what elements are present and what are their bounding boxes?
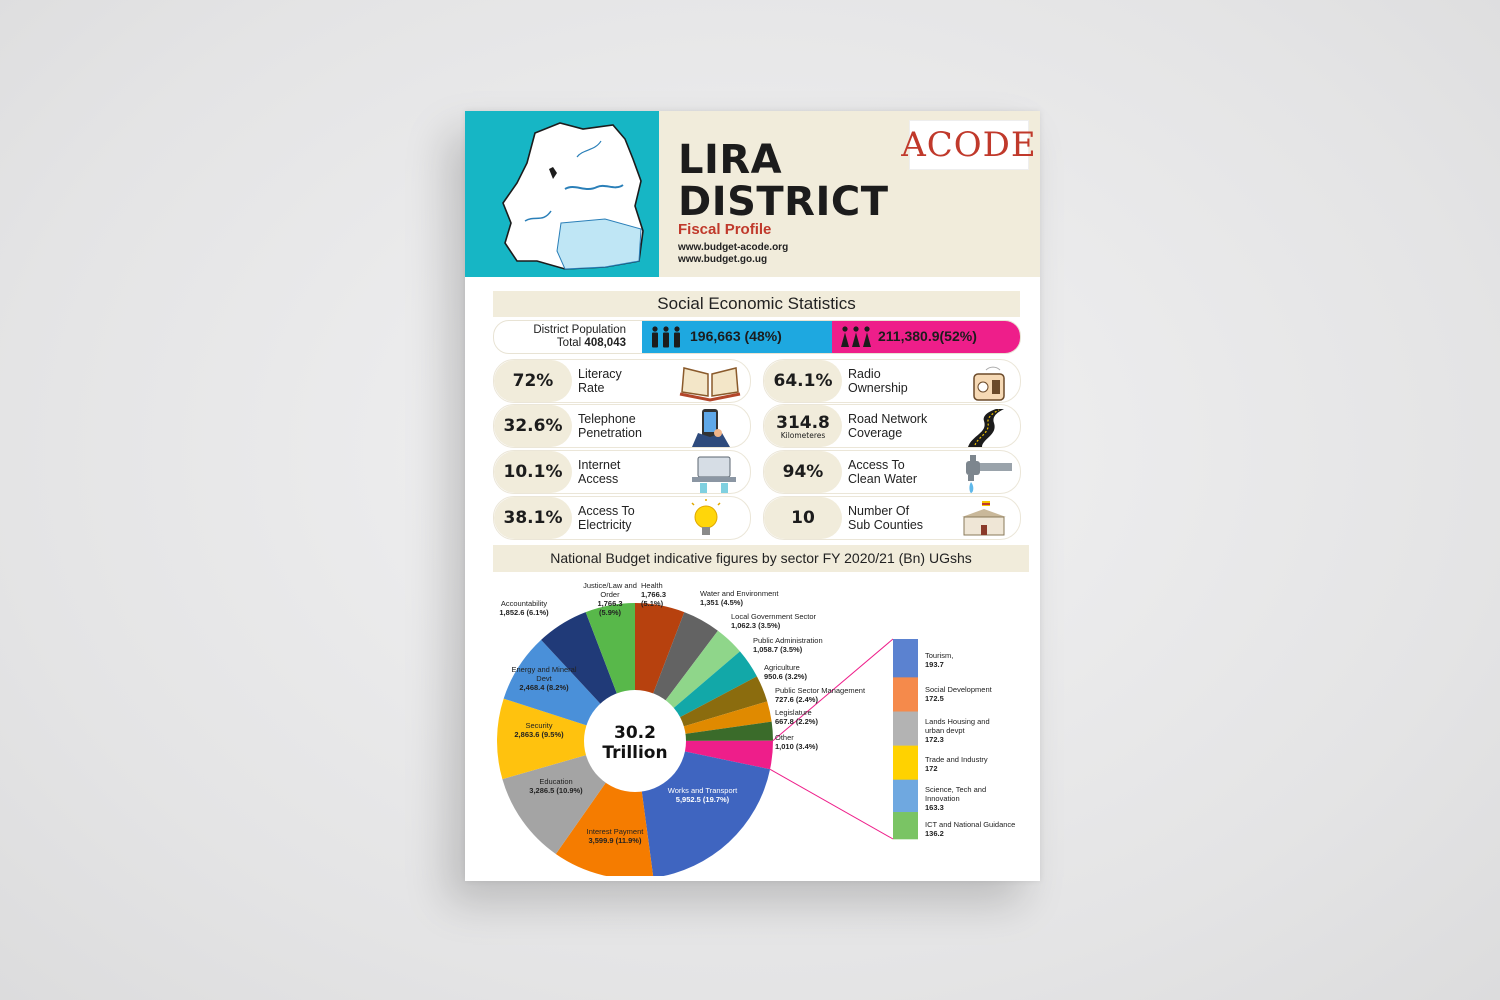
building-icon [948,499,1012,539]
website-link-2[interactable]: www.budget.go.ug [678,254,768,265]
uganda-map-panel [465,111,659,277]
pie-center-value: 30.2 [614,723,656,743]
road-icon [948,407,1012,447]
label-education: Education 3,286.5 (10.9%) [529,777,583,795]
stat-value: 38.1% [494,497,572,539]
title-line-1: LIRA [678,137,783,183]
label-agriculture: Agriculture 950.6 (3.2%) [764,663,807,681]
label-legislature: Legislature 667.8 (2.2%) [775,708,818,726]
label-accountability: Accountability 1,852.6 (6.1%) [499,599,549,617]
stat-label: Road Network Coverage [848,412,928,440]
acode-logo [901,120,1037,170]
label-security: Security 2,863.6 (9.5%) [514,721,564,739]
stat-value: 10 [764,497,842,539]
label-water: Water and Environment 1,351 (4.5%) [700,589,779,607]
stat-label: Access To Electricity [578,504,635,532]
population-total-label: Total [556,337,582,349]
header-panel [659,111,1040,277]
population-label [506,324,626,350]
label-public-admin: Public Administration 1,058.7 (3.5%) [753,636,823,654]
laptop-icon [678,453,742,493]
population-row [493,320,1021,354]
stat-label: Number Of Sub Counties [848,504,924,532]
breakdown-label-science: Science, Tech and Innovation 163.3 [925,785,987,812]
stat-label: Access To Clean Water [848,458,918,486]
stat-label: Radio Ownership [848,367,908,395]
stat-label: Internet Access [578,458,621,486]
stat-subcounties [763,496,1021,540]
stat-value: 10.1% [494,451,572,493]
book-icon [678,362,742,402]
breakdown-bar-ict-and-national-guidance [893,812,918,839]
stat-water [763,450,1021,494]
label-interest: Interest Payment 3,599.9 (11.9%) [586,827,644,845]
breakdown-bar-science-tech-and-innovation [893,780,918,813]
label-health: Health 1,766.3 (5.1%) [641,581,667,608]
breakdown-bar-trade-and-industry [893,746,918,780]
stat-radio [763,359,1021,403]
female-people-icon [840,326,874,348]
uganda-map-icon [465,111,659,277]
breakdown-label-lands: Lands Housing and urban devpt 172.3 [925,717,990,744]
breakdown-bar-lands-housing-and-urban-devpt [893,712,918,746]
population-total: 408,043 [584,337,626,349]
website-link-1[interactable]: www.budget-acode.org [678,242,789,253]
stat-label: Telephone Penetration [578,412,642,440]
label-justice: Justice/Law and Order 1,766.3 (5.9%) [583,581,637,617]
breakdown-label-ict: ICT and National Guidance 136.2 [925,820,1016,838]
female-population [832,321,1020,353]
stat-internet [493,450,751,494]
stat-telephone [493,404,751,448]
pie-center-unit: Trillion [602,743,668,763]
male-people-icon [650,326,684,348]
bulb-icon [678,499,742,539]
stat-literacy [493,359,751,403]
social-stats-banner: Social Economic Statistics [493,291,1020,317]
fiscal-profile-sheet [465,111,1040,881]
other-connector-line-2 [770,769,893,839]
breakdown-label-tourism: Tourism, 193.7 [925,651,954,669]
stat-value: 72% [494,360,572,402]
stat-label: Literacy Rate [578,367,622,395]
stat-electricity [493,496,751,540]
title-line-2: DISTRICT [678,179,889,225]
population-title: District Population [533,324,626,336]
breakdown-bar-social-development [893,677,918,711]
label-works: Works and Transport 5,952.5 (19.7%) [667,786,738,804]
label-other: Other 1,010 (3.4%) [775,733,818,751]
stat-value: 64.1% [764,360,842,402]
radio-icon [948,362,1012,402]
phone-icon [678,407,742,447]
tap-icon [948,453,1012,493]
stat-value: 94% [764,451,842,493]
label-public-sector: Public Sector Management 727.6 (2.4%) [775,686,866,704]
budget-banner: National Budget indicative figures by sector FY 2020/21 (Bn) UGshs [493,545,1029,572]
male-population-value: 196,663 (48%) [690,328,782,344]
label-local-gov: Local Government Sector 1,062.3 (3.5%) [731,612,817,630]
female-population-value: 211,380.9(52%) [878,328,977,344]
page-title [678,139,889,223]
stat-value: 314.8 Kilometeres [764,405,842,447]
male-population [642,321,832,353]
stat-value: 32.6% [494,405,572,447]
stat-road [763,404,1021,448]
breakdown-label-social: Social Development 172.5 [925,685,992,703]
breakdown-bar-tourism [893,639,918,678]
page-subtitle: Fiscal Profile [678,221,772,238]
breakdown-label-trade: Trade and Industry 172 [925,755,988,773]
stat-unit: Kilometeres [780,430,826,440]
label-energy: Energy and Mineral Devt 2,468.4 (8.2%) [511,665,577,692]
acode-logo-text: ACODE [901,125,1037,165]
